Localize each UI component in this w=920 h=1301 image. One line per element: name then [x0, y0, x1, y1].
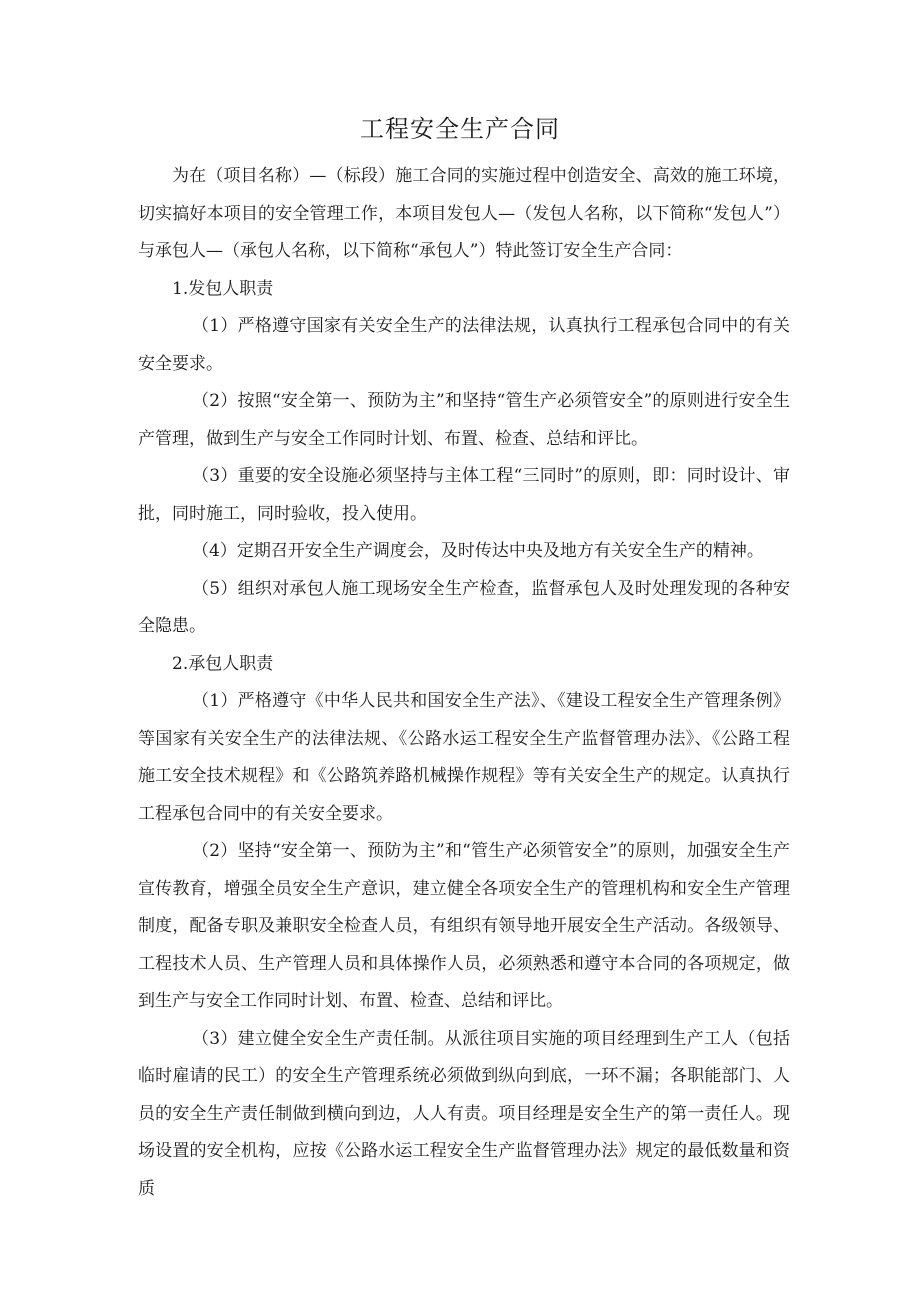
contractor-duty-1: （1）严格遵守《中华人民共和国安全生产法》、《建设工程安全生产管理条例》等国家有关安全生产的法律法规、《公路水运工程安全生产监督管理办法》、《公路工程施工安全技术规程》和《公路筑养路机械操作规程》等有关安全生产的规定。认真执行工程承包合同中的有关安全要求。 — [138, 691, 790, 824]
contractor-duty-2: （2）坚持“安全第一、预防为主”和“管生产必须管安全”的原则，加强安全生产宣传教育，增强全员安全生产意识，建立健全各项安全生产的管理机构和安全生产管理制度，配备专职及兼职安全检查人员，有组织有领导地开展安全生产活动。各级领导、工程技术人员、生产管理人员和具体操作人员，必须熟悉和遵守本合同的各项规定，做到生产与安全工作同时计划、布置、检查、总结和评比。 — [138, 841, 790, 1011]
intro-paragraph: 为在（项目名称）—（标段）施工合同的实施过程中创造安全、高效的施工环境，切实搞好本项目的安全管理工作，本项目发包人—（发包人名称，以下简称“发包人”）与承包人—（承包人名称，以下简称“承包人”）特此签订安全生产合同： — [138, 166, 790, 261]
employer-duty-2: （2）按照“安全第一、预防为主”和坚持“管生产必须管安全”的原则进行安全生产管理，做到生产与安全工作同时计划、布置、检查、总结和评比。 — [138, 391, 790, 449]
document-body — [138, 158, 790, 1208]
employer-duty-4: （4）定期召开安全生产调度会，及时传达中央及地方有关安全生产的精神。 — [192, 541, 764, 561]
document-title: 工程安全生产合同 — [360, 115, 560, 143]
section-heading-employer-duties: 1.发包人职责 — [172, 278, 274, 299]
section-heading-contractor-duties: 2.承包人职责 — [172, 653, 274, 674]
employer-duty-3: （3）重要的安全设施必须坚持与主体工程“三同时”的原则，即：同时设计、审批，同时施工，同时验收，投入使用。 — [138, 466, 790, 524]
employer-duty-5: （5）组织对承包人施工现场安全生产检查，监督承包人及时处理发现的各种安全隐患。 — [138, 578, 790, 636]
contractor-duty-3: （3）建立健全安全生产责任制。从派往项目实施的项目经理到生产工人（包括临时雇请的民工）的安全生产管理系统必须做到纵向到底，一环不漏；各职能部门、人员的安全生产责任制做到横向到边，人人有责。项目经理是安全生产的第一责任人。现场设置的安全机构，应按《公路水运工程安全生产监督管理办法》规定的最低数量和资质 — [138, 1028, 790, 1199]
employer-duty-1: （1）严格遵守国家有关安全生产的法律法规，认真执行工程承包合同中的有关安全要求。 — [138, 316, 790, 374]
